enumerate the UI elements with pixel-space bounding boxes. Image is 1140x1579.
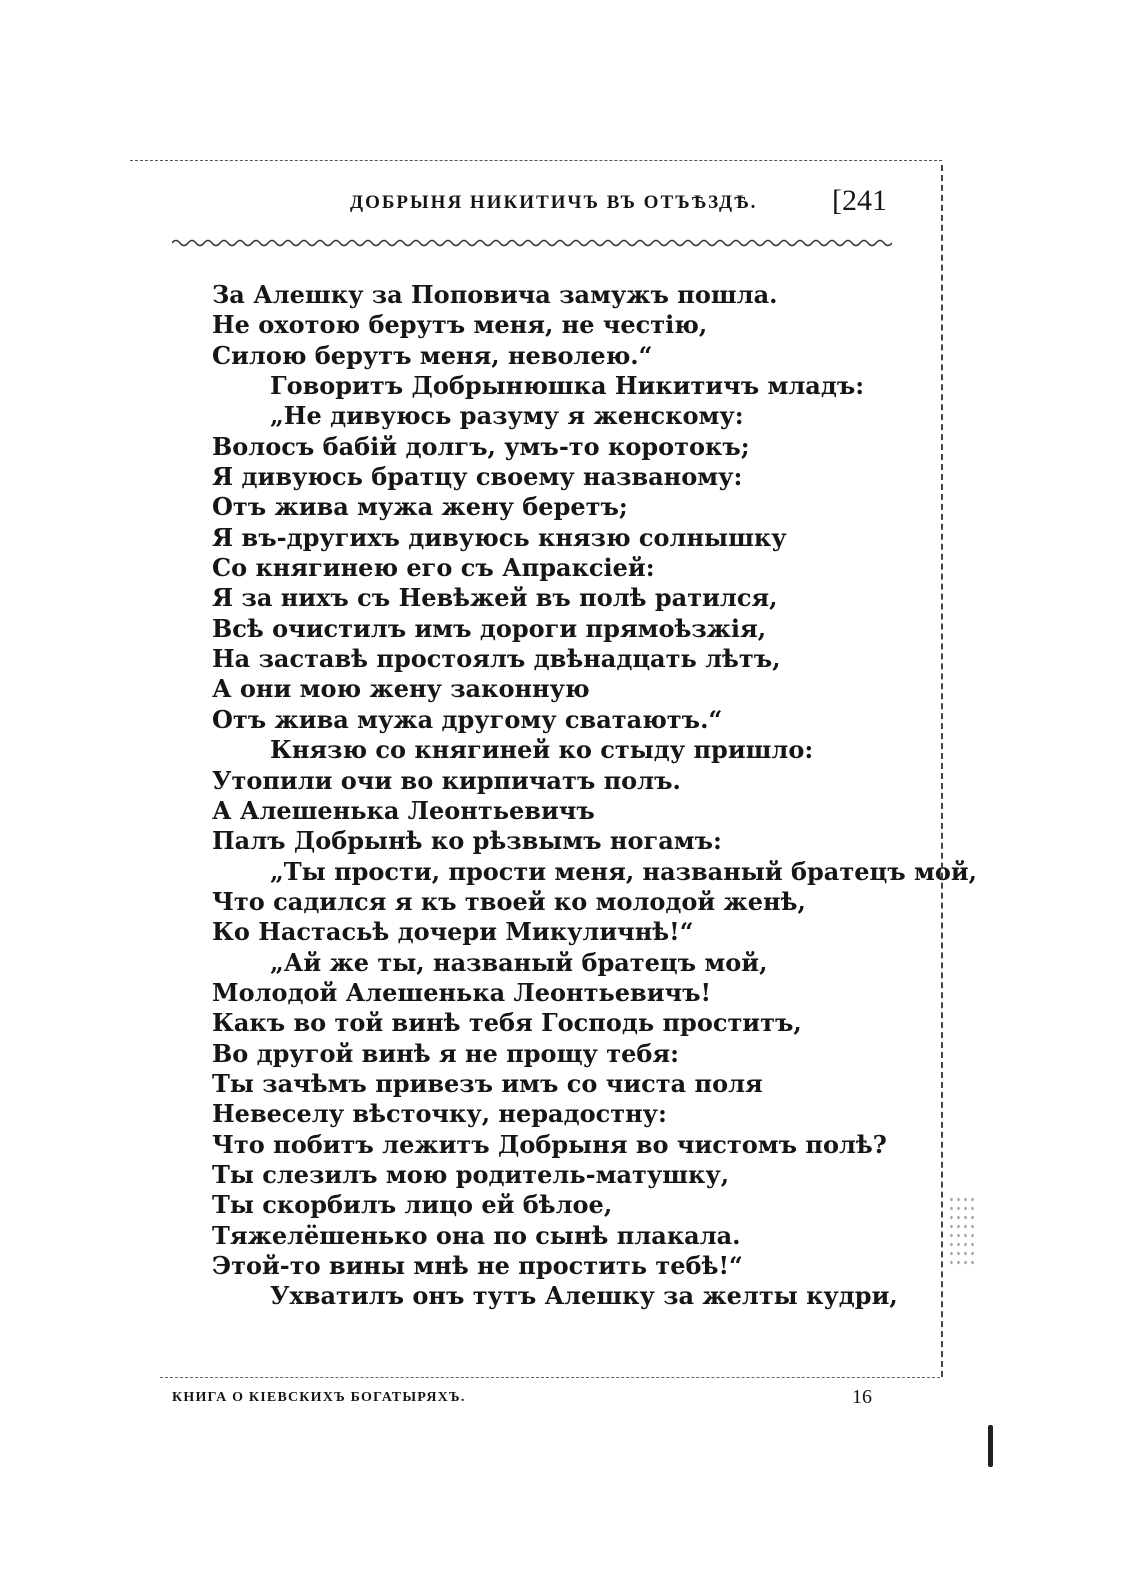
poem-line: Ты зачѣмъ привезъ имъ со чиста поля [212, 1068, 763, 1098]
poem-line: Ухватилъ онъ тутъ Алешку за желты кудри, [270, 1281, 898, 1311]
poem-line: Всѣ очистилъ имъ дороги прямоѣзжія, [212, 613, 767, 643]
top-rule [130, 160, 942, 161]
right-margin-line [941, 165, 943, 1377]
poem-line: Я въ-другихъ дивуюсь князю солнышку [212, 522, 787, 552]
poem-line: „Не дивуюсь разуму я женскому: [270, 401, 744, 431]
poem-line: Силою берутъ меня, неволею.“ [212, 340, 653, 370]
poem-line: А Алешенька Леонтьевичъ [212, 795, 595, 825]
margin-mark [988, 1425, 993, 1467]
poem-line: Что садился я къ твоей ко молодой женѣ, [212, 886, 806, 916]
margin-specks [948, 1195, 974, 1265]
poem-line: Со княгинею его съ Апраксіей: [212, 553, 655, 583]
poem-line: Я дивуюсь братцу своему названому: [212, 462, 743, 492]
poem-text [212, 280, 977, 1312]
poem-line: Волосъ бабій долгъ, умъ-то коротокъ; [212, 431, 750, 461]
poem-line: Отъ жива мужа другому сватаютъ.“ [212, 704, 723, 734]
poem-line: „Ты прости, прости меня, названый братецъ мой, [270, 856, 977, 886]
poem-line: Молодой Алешенька Леонтьевичъ! [212, 977, 712, 1007]
poem-line: Утопили очи во кирпичатъ полъ. [212, 765, 681, 795]
poem-line: Ко Настасьѣ дочери Микуличнѣ!“ [212, 917, 694, 947]
footer-signature: КНИГА О КІЕВСКИХЪ БОГАТЫРЯХЪ. [172, 1390, 466, 1405]
poem-line: Говоритъ Добрынюшка Никитичъ младъ: [270, 371, 865, 401]
poem-line: А они мою жену законную [212, 674, 590, 704]
poem-line: „Ай же ты, названый братецъ мой, [270, 947, 768, 977]
poem-line: Ты скорбилъ лицо ей бѣлое, [212, 1190, 613, 1220]
running-title: ДОБРЫНЯ НИКИТИЧЪ ВЪ ОТЪѢЗДѢ. [350, 192, 758, 213]
poem-line: Князю со княгиней ко стыду пришло: [270, 735, 814, 765]
poem-line: За Алешку за Поповича замужъ пошла. [212, 280, 778, 309]
poem-line: Какъ во той винѣ тебя Господь проститъ, [212, 1008, 802, 1038]
poem-line: Что побитъ лежитъ Добрыня во чистомъ полѣ? [212, 1129, 887, 1159]
bottom-rule [160, 1377, 940, 1378]
page-number: [241 [832, 184, 887, 217]
poem-line: Палъ Добрынѣ ко рѣзвымъ ногамъ: [212, 826, 722, 856]
poem-line: Не охотою берутъ меня, не честію, [212, 310, 708, 340]
footer-sheet-number: 16 [852, 1386, 872, 1408]
poem-line: Ты слезилъ мою родитель-матушку, [212, 1159, 730, 1189]
poem-line: Отъ жива мужа жену беретъ; [212, 492, 628, 522]
poem-line: Невеселу вѣсточку, нерадостну: [212, 1099, 667, 1129]
poem-line: Этой-то вины мнѣ не простить тебѣ!“ [212, 1251, 743, 1280]
poem-line: Во другой винѣ я не прощу тебя: [212, 1038, 679, 1068]
poem-line: На заставѣ простоялъ двѣнадцать лѣтъ, [212, 644, 781, 674]
wavy-rule-ornament [172, 236, 892, 250]
poem-line: Тяжелёшенько она по сынѣ плакала. [212, 1220, 741, 1250]
poem-line: Я за нихъ съ Невѣжей въ полѣ ратился, [212, 583, 778, 613]
